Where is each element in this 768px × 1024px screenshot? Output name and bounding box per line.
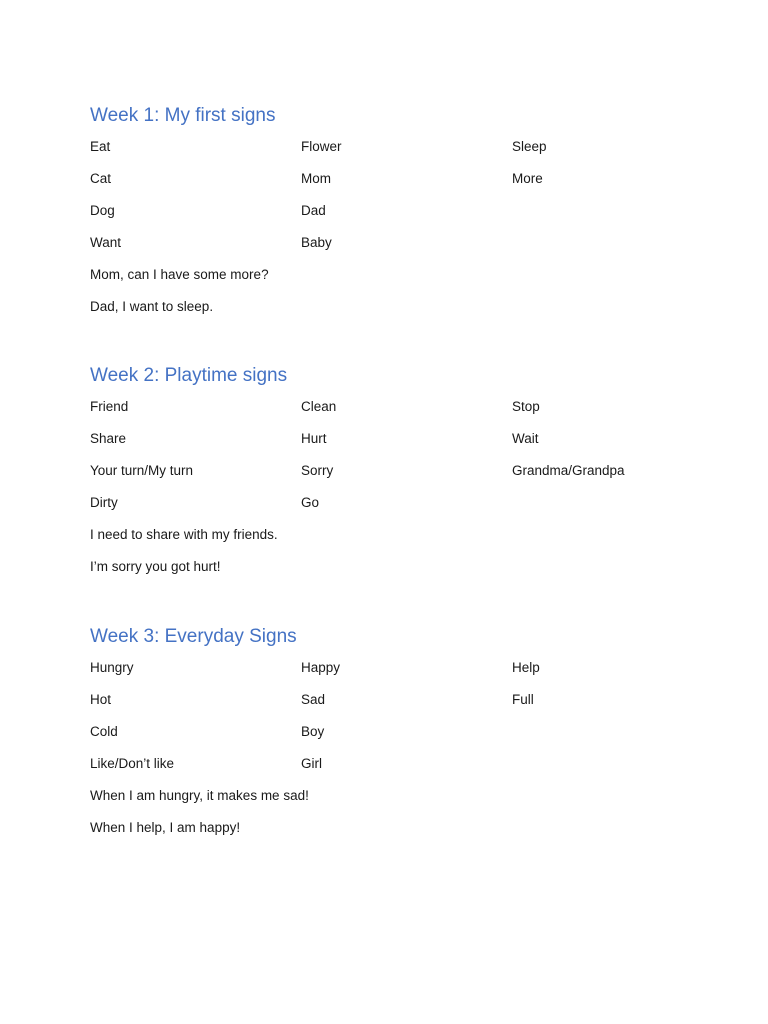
sign-row xyxy=(90,652,710,684)
sign-word: Like/Don’t like xyxy=(90,756,175,771)
sign-word: Baby xyxy=(301,235,332,250)
sign-row xyxy=(90,227,710,259)
sign-row xyxy=(90,716,710,748)
practice-sentence: When I help, I am happy! xyxy=(90,820,241,835)
sign-word: Full xyxy=(512,692,534,707)
sign-word: Eat xyxy=(90,139,111,154)
sign-word: Grandma/Grandpa xyxy=(512,463,625,478)
sign-word: Wait xyxy=(512,431,539,446)
sign-word: Clean xyxy=(301,399,337,414)
sign-row xyxy=(90,487,710,519)
sign-word: Hot xyxy=(90,692,112,707)
sign-row xyxy=(90,684,710,716)
sign-word: Sorry xyxy=(301,463,334,478)
sign-word: Hurt xyxy=(301,431,327,446)
sign-word: Flower xyxy=(301,139,342,154)
practice-sentence: I need to share with my friends. xyxy=(90,527,278,542)
practice-sentence: Mom, can I have some more? xyxy=(90,267,269,282)
sign-word: Help xyxy=(512,660,540,675)
sign-word: Mom xyxy=(301,171,331,186)
sign-word: More xyxy=(512,171,543,186)
sign-word: Your turn/My turn xyxy=(90,463,194,478)
sign-word: Dirty xyxy=(90,495,118,510)
sign-word: Cold xyxy=(90,724,118,739)
sign-word: Hungry xyxy=(90,660,134,675)
practice-sentence: I’m sorry you got hurt! xyxy=(90,559,221,574)
sign-word: Dad xyxy=(301,203,326,218)
sign-word: Share xyxy=(90,431,127,446)
sign-word: Sad xyxy=(301,692,326,707)
sign-word: Stop xyxy=(512,399,540,414)
sign-row xyxy=(90,131,710,163)
sign-word: Happy xyxy=(301,660,341,675)
practice-sentence: Dad, I want to sleep. xyxy=(90,299,214,314)
week-heading: Week 1: My first signs xyxy=(90,105,276,126)
sign-row xyxy=(90,455,710,487)
week-section xyxy=(90,361,710,583)
sign-word: Sleep xyxy=(512,139,547,154)
sign-word: Cat xyxy=(90,171,112,186)
sign-word: Go xyxy=(301,495,320,510)
sign-word: Want xyxy=(90,235,122,250)
sign-row xyxy=(90,391,710,423)
sign-word: Boy xyxy=(301,724,325,739)
sign-word: Girl xyxy=(301,756,322,771)
sign-row xyxy=(90,748,710,780)
sign-row xyxy=(90,195,710,227)
practice-sentence: When I am hungry, it makes me sad! xyxy=(90,788,309,803)
sign-word: Dog xyxy=(90,203,115,218)
week-heading: Week 2: Playtime signs xyxy=(90,365,288,386)
week-section xyxy=(90,101,710,323)
sign-row xyxy=(90,163,710,195)
sign-row xyxy=(90,423,710,455)
sign-word: Friend xyxy=(90,399,129,414)
week-heading: Week 3: Everyday Signs xyxy=(90,626,297,647)
week-section xyxy=(90,622,710,844)
